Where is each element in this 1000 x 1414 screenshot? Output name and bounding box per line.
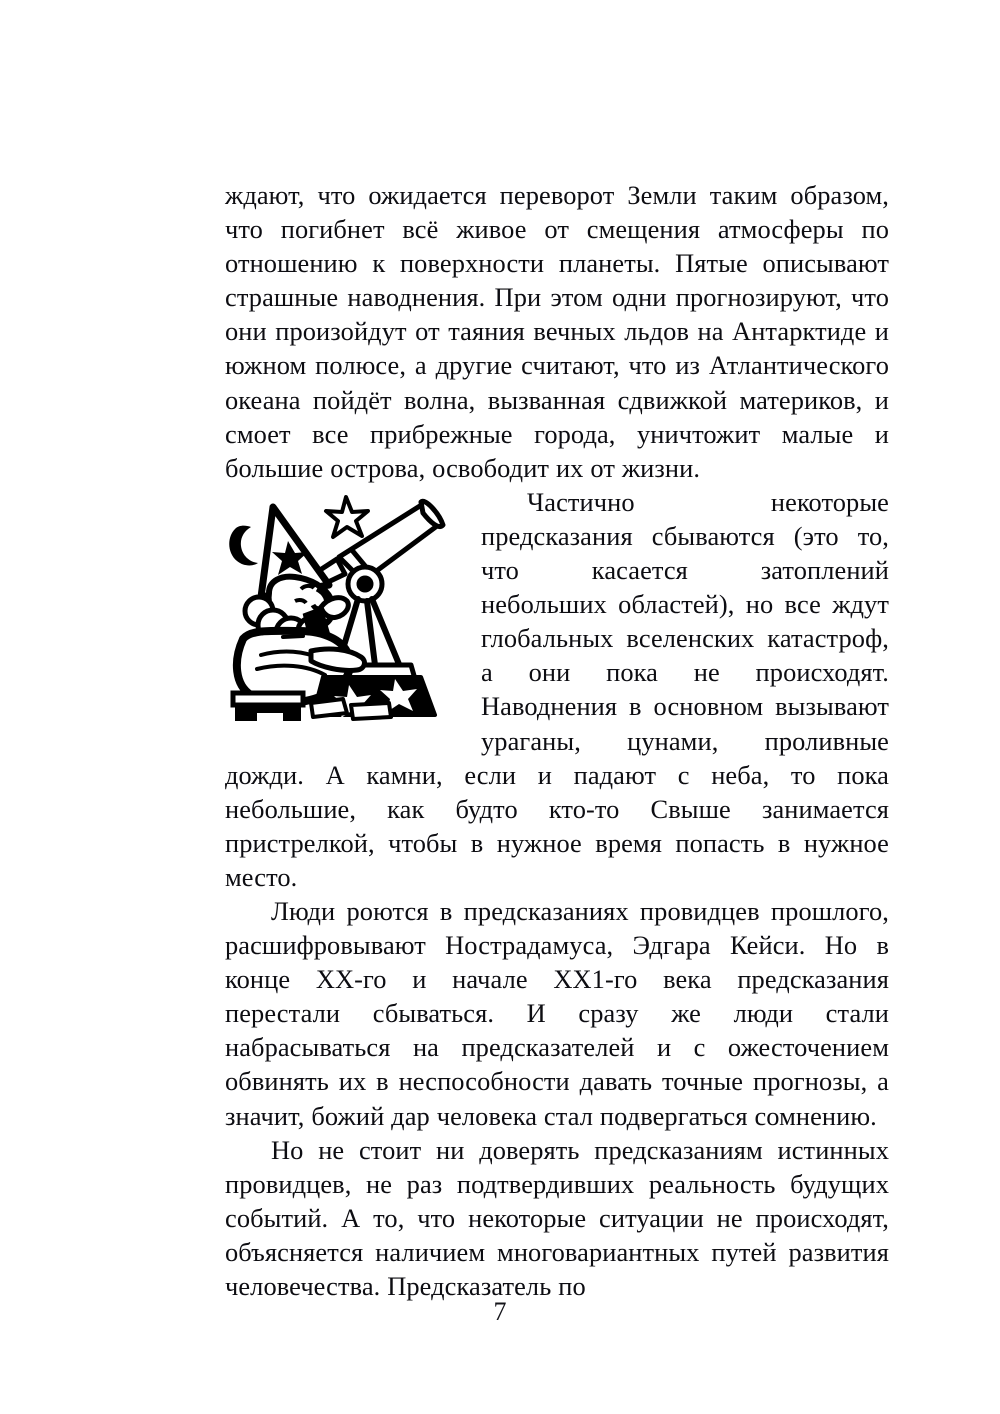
crescent-moon-icon: [229, 526, 258, 566]
text-column: [225, 178, 889, 1303]
paragraph-2-text: Частично некоторые предсказания сбываются (это то, что касается затоплений небольших областей), но все ждут глобальных вселенских катастроф, а они пока не происходят. Наводнения в основном вызывают ураганы, цунами, проливные дожди. А камни, если и падают с неба, то пока небольшие, как будто кто-то Свыше занимается пристрелкой, чтобы в нужное время попасть в нужное место.: [225, 486, 889, 892]
wizard-arm-resting: [311, 649, 364, 670]
star-icon: [326, 497, 368, 537]
wizard-arm-raised: [321, 597, 348, 617]
paragraph-1: ждают, что ожидается переворот Земли таким образом, что погибнет всё живое от смещения атмосферы по отношению к поверхности планеты. Пятые описывают страшные наводнения. При этом одни прогнозируют, что они произойдут от таяния вечных льдов на Антарктиде и южном полюсе, а другие считают, что из Атлантического океана пойдёт волна, вызванная сдвижкой материков, и смоет все прибрежные города, уничтожит малые и большие острова, освободит их от жизни.: [225, 180, 889, 483]
telescope-mount: [348, 567, 382, 601]
illustration-svg: [225, 489, 465, 721]
paragraph-3: Люди роются в предсказаниях провидцев прошлого, расшифровывают Нострадамуса, Эдгара Кейси. Но в конце XX-го и начале XX1-го века предсказания перестали сбываться. И сразу же люди стали набрасываться на предсказателей и с ожесточением обвинять их в неспособности давать точные прогнозы, а значит, божий дар человека стал подвергаться сомнению.: [225, 895, 889, 1131]
paragraph-2: [225, 485, 889, 894]
page-number: 7: [493, 1297, 507, 1326]
wizard-astronomer-illustration: [225, 489, 465, 721]
paragraph-4: Но не стоит ни доверять предсказаниям истинных провидцев, не раз подтвердивших реальность будущих событий. А то, что некоторые ситуации не происходят, объясняется наличием многовариантных путей развития человечества. Предсказатель по: [225, 1134, 889, 1301]
stool: [233, 693, 303, 721]
